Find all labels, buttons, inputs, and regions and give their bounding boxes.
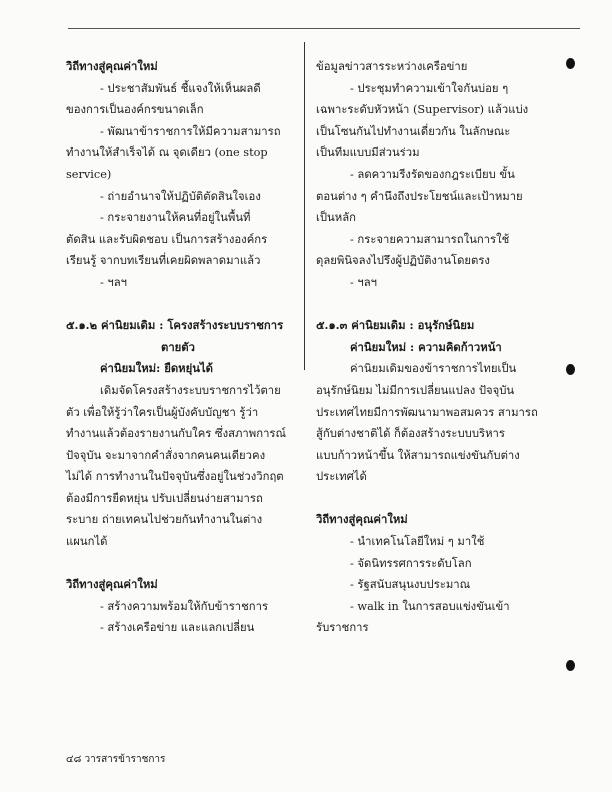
text-line: ตัดสิน และรับผิดชอบ เป็นการสร้างองค์กร <box>66 232 268 246</box>
text-line: ตอนต่าง ๆ คำนึงถึงประโยชน์และเป้าหมาย <box>316 189 523 203</box>
binder-hole-icon <box>566 364 575 375</box>
section-heading: วิถีทางสู่คุณค่าใหม่ <box>316 512 408 527</box>
right-column <box>316 56 546 639</box>
text-line: ค่านิยมเดิมของข้าราชการไทยเป็น <box>350 362 517 376</box>
section-heading: ค่านิยมใหม่: ยืดหยุ่นได้ <box>100 361 213 376</box>
section-heading: วิถีทางสู่คุณค่าใหม่ <box>66 577 158 592</box>
text-line: เป็นทีมแบบมีส่วนร่วม <box>316 146 420 160</box>
text-line: - พัฒนาข้าราชการให้มีความสามารถ <box>100 124 281 138</box>
spacer <box>66 294 290 316</box>
text-line: ต้องมีการยืดหยุ่น ปรับเปลี่ยนง่ายสามารถ <box>66 491 263 505</box>
text-line: - สร้างเครือข่าย และแลกเปลี่ยน <box>100 621 255 635</box>
column-divider <box>304 42 305 370</box>
text-line: - ประชุมทำความเข้าใจกันบ่อย ๆ <box>350 81 509 95</box>
section-heading: ค่านิยมใหม่ : ความคิดก้าวหน้า <box>350 339 502 354</box>
text-line: เฉพาะระดับหัวหน้า (Supervisor) แล้วแบ่ง <box>316 103 529 117</box>
text-line: เป็นหลัก <box>316 211 356 225</box>
text-line: อนุรักษ์นิยม ไม่มีการเปลี่ยนแปลง ปัจจุบัน <box>316 383 515 397</box>
text-line: แผนกได้ <box>66 535 108 549</box>
section-heading: ๕.๑.๓ ค่านิยมเดิม : อนุรักษ์นิยม <box>316 318 475 333</box>
text-line: ของการเป็นองค์กรขนาดเล็ก <box>66 103 204 117</box>
text-line: - รัฐสนับสนุนงบประมาณ <box>350 578 471 592</box>
text-line: - walk in ในการสอบแข่งขันเข้า <box>350 599 510 613</box>
text-line: ไม่ได้ การทำงานในปัจจุบันซึ่งอยู่ในช่วงวิกฤต <box>66 470 284 484</box>
section-heading: วิถีทางสู่คุณค่าใหม่ <box>66 59 158 73</box>
text-line: - จัดนิทรรศการระดับโลก <box>350 556 472 570</box>
text-line: ทำงานแล้วต้องรายงานกับใคร ซึ่งสภาพการณ์ <box>66 427 286 441</box>
text-line: ประเทศไทยมีการพัฒนามาพอสมควร สามารถ <box>316 405 538 419</box>
text-line: รับราชการ <box>316 621 369 635</box>
text-line: - ฯลฯ <box>100 275 128 289</box>
text-line: ระบาย ถ่ายเทคนไปช่วยกันทำงานในต่าง <box>66 513 263 527</box>
text-line: - นำเทคโนโลยีใหม่ ๆ มาใช้ <box>350 535 485 549</box>
text-line: สู้กับต่างชาติได้ ก็ต้องสร้างระบบบริหาร <box>316 427 505 441</box>
text-line: ทำงานให้สำเร็จได้ ณ จุดเดียว (one stop <box>66 146 268 160</box>
text-line: - สร้างความพร้อมให้กับข้าราชการ <box>100 599 269 613</box>
spacer <box>66 553 290 575</box>
text-line: เดิมจัดโครงสร้างระบบราชการไว้ตาย <box>100 383 281 397</box>
text-line: - ประชาสัมพันธ์ ชี้แจงให้เห็นผลดี <box>100 81 261 95</box>
text-line: เรียนรู้ จากบทเรียนที่เคยผิดพลาดมาแล้ว <box>66 254 261 268</box>
text-line: แบบก้าวหน้าขึ้น ให้สามารถแข่งขันกับต่าง <box>316 448 520 462</box>
header-rule <box>68 28 580 29</box>
text-line: - กระจายความสามารถในการใช้ <box>350 232 510 246</box>
text-line: ปัจจุบัน จะมาจากคำสั่งจากคนคนเดียวคง <box>66 448 266 462</box>
section-heading: ตายตัว <box>161 339 195 354</box>
text-line: - กระจายงานให้คนที่อยู่ในพื้นที่ <box>100 211 251 225</box>
left-column <box>66 56 290 639</box>
binder-hole-icon <box>566 58 575 69</box>
page-footer: ๔๘ วารสารข้าราชการ <box>66 754 166 765</box>
text-line: service) <box>66 167 112 181</box>
text-line: - ฯลฯ <box>350 275 378 289</box>
text-line: - ลดความรีงรัดของกฎระเบียบ ขั้น <box>350 167 515 181</box>
binder-hole-icon <box>566 660 575 671</box>
text-line: เป็นโซนกันไปทำงานเดี่ยวกัน ในลักษณะ <box>316 124 511 138</box>
text-line: ตัว เพื่อให้รู้ว่าใครเป็นผู้บังคับบัญชา รู้ว่า <box>66 405 259 419</box>
text-line: ประเทศได้ <box>316 470 367 484</box>
section-heading: ๕.๑.๒ ค่านิยมเดิม : โครงสร้างระบบราชการ <box>66 318 284 333</box>
spacer <box>316 488 546 510</box>
text-line: ข้อมูลข่าวสารระหว่างเครือข่าย <box>316 60 468 73</box>
text-line: - ถ่ายอำนาจให้ปฏิบัติตัดสินใจเอง <box>100 189 261 203</box>
spacer <box>316 294 546 316</box>
text-line: ดุลยพินิจลงไปรึงผู้ปฏิบัติงานโดยตรง <box>316 254 490 268</box>
